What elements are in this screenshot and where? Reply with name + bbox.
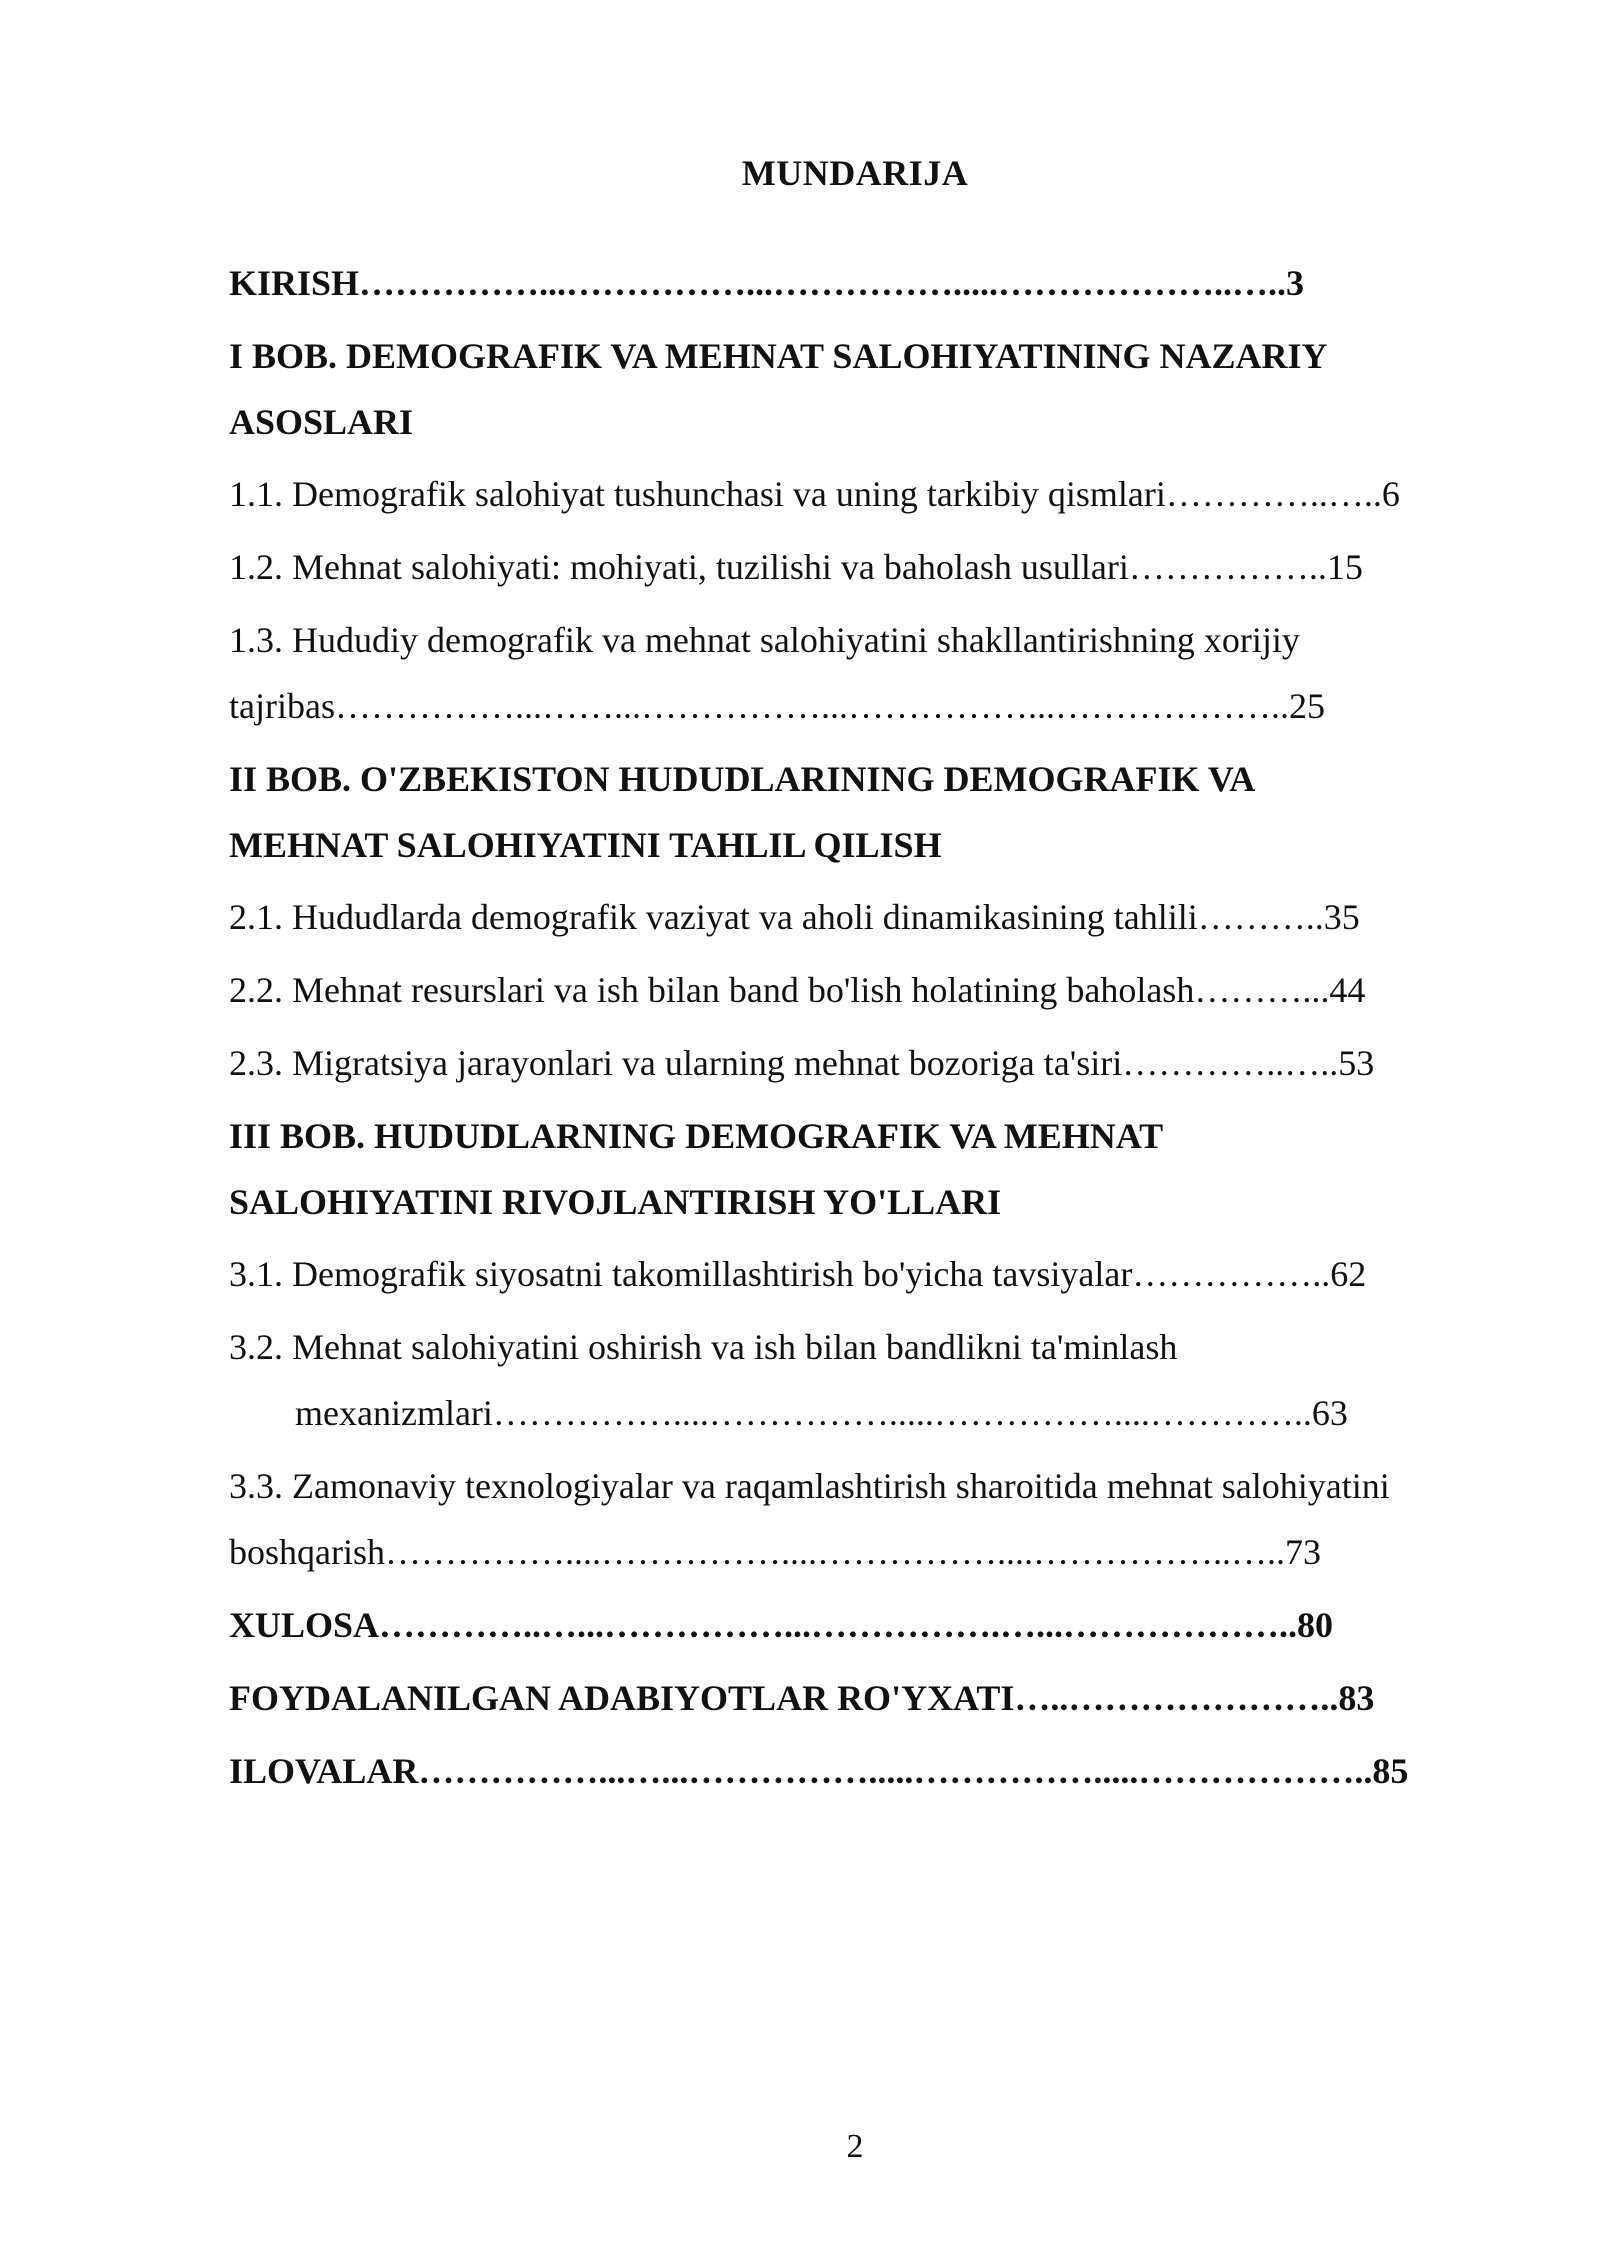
toc-entry-xulosa: XULOSA…………..…...……………...…………….…...………………..80 <box>229 1605 1334 1645</box>
toc-chapter-2-line-1: II BOB. O'ZBEKISTON HUDUDLARINING DEMOGRAFIK VA <box>229 759 1256 799</box>
page-number: 2 <box>846 2128 864 2165</box>
toc-entry-1-2: 1.2. Mehnat salohiyati: mohiyati, tuzilishi va baholash usullari……………..15 <box>229 547 1363 587</box>
table-of-contents <box>229 250 1499 1811</box>
toc-chapter-2-line-2: MEHNAT SALOHIYATINI TAHLIL QILISH <box>229 825 942 865</box>
toc-entry-1-1: 1.1. Demografik salohiyat tushunchasi va uning tarkibiy qismlari…………..…..6 <box>229 474 1400 514</box>
toc-entry-3-1: 3.1. Demografik siyosatni takomillashtirish bo'yicha tavsiyalar……………..62 <box>229 1254 1367 1294</box>
toc-entry-3-3-line-1: 3.3. Zamonaviy texnologiyalar va raqamlashtirish sharoitida mehnat salohiyatini <box>229 1466 1390 1506</box>
toc-entry-3-3-line-2: boshqarish……………....……………....……………....……………..…..73 <box>229 1532 1321 1572</box>
toc-entry-ilovalar: ILOVALAR……………...…...…………….....…………….....………………..85 <box>229 1751 1409 1791</box>
toc-entry-3-2-line-1: 3.2. Mehnat salohiyatini oshirish va ish bilan bandlikni ta'minlash <box>229 1327 1178 1367</box>
toc-chapter-3-line-1: III BOB. HUDUDLARNING DEMOGRAFIK VA MEHNAT <box>229 1116 1164 1156</box>
toc-chapter-2-heading <box>229 746 1499 878</box>
toc-entry-kirish: KIRISH……………...……………...…………….....………………..…..3 <box>229 263 1305 303</box>
toc-entry-3-3 <box>229 1453 1499 1585</box>
toc-chapter-3-line-2: SALOHIYATINI RIVOJLANTIRISH YO'LLARI <box>229 1182 1002 1222</box>
toc-entry-adabiyotlar: FOYDALANILGAN ADABIYOTLAR RO'YXATI…..…………………..83 <box>229 1678 1375 1718</box>
toc-entry-3-2 <box>229 1314 1499 1446</box>
page-title: MUNDARIJA <box>741 153 969 193</box>
toc-chapter-1-heading <box>229 323 1499 455</box>
toc-entry-1-3-line-1: 1.3. Hududiy demografik va mehnat salohiyatini shakllantirishning xorijiy <box>229 620 1300 660</box>
toc-entry-1-3-line-2: tajribas……………...……...……………...……………...………………..25 <box>229 686 1325 726</box>
toc-chapter-3-heading <box>229 1103 1499 1235</box>
toc-entry-3-2-line-2: mexanizmlari……………....…………….....……………....…………..63 <box>295 1393 1348 1433</box>
toc-chapter-1-line-2: ASOSLARI <box>229 402 414 442</box>
toc-entry-1-3 <box>229 607 1499 739</box>
toc-entry-2-3: 2.3. Migratsiya jarayonlari va ularning mehnat bozoriga ta'siri…………..…..53 <box>229 1043 1375 1083</box>
toc-chapter-1-line-1: I BOB. DEMOGRAFIK VA MEHNAT SALOHIYATINING NAZARIY <box>229 336 1328 376</box>
toc-entry-2-2: 2.2. Mehnat resurslari va ish bilan band bo'lish holatining baholash………...44 <box>229 970 1366 1010</box>
toc-entry-2-1: 2.1. Hududlarda demografik vaziyat va aholi dinamikasining tahlili………..35 <box>229 897 1360 937</box>
